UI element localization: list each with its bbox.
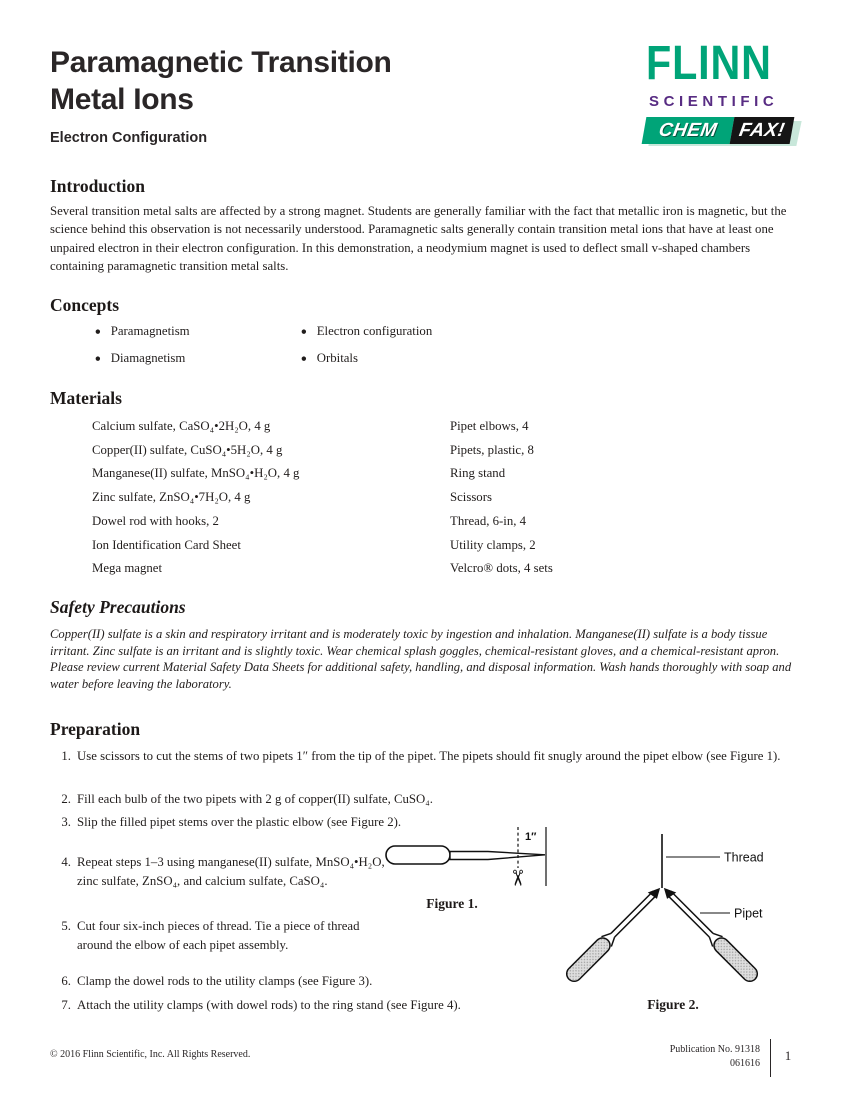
publication-number: Publication No. 91318 [669,1044,760,1055]
pipet-bulb [564,935,613,984]
pipet-stem [450,852,545,860]
step-number: 7. [61,998,71,1012]
concept-item [300,351,358,366]
bullet-icon: ● [94,325,101,337]
step-number: 6. [61,974,71,988]
material-item: Ring stand [450,466,506,481]
page-number: 1 [784,1048,792,1063]
right-pipet [659,883,761,985]
chemfax-chem-label: CHEM [642,117,735,144]
pipet-label: Pipet [734,906,763,921]
concept-label: Electron configuration [316,324,433,338]
material-item: Copper(II) sulfate, CuSO₄•5H₂O, 4 g [92,442,283,457]
page-title-line1: Paramagnetic Transition [50,46,392,79]
step-number: 4. [61,855,71,869]
preparation-step-5 [54,917,377,954]
pipet-bulb [386,846,450,864]
step-text: Fill each bulb of the two pipets with 2 g of copper(II) sulfate, CuSO₄. [77,792,433,806]
left-pipet [564,883,666,985]
chemfax-ribbon [642,117,795,144]
footer-divider [770,1039,771,1077]
concept-item [94,351,185,366]
step-text: Cut four six-inch pieces of thread. Tie a piece of thread around the elbow of each pipet assembly. [77,919,360,952]
materials-heading: Materials [50,388,122,408]
step-text: Slip the filled pipet stems over the plastic elbow (see Figure 2). [77,815,402,829]
material-item: Utility clamps, 2 [450,537,536,552]
materials-column-right [450,415,553,581]
concepts-heading: Concepts [50,295,120,315]
preparation-step-2 [54,790,822,809]
bullet-icon: ● [300,325,307,337]
page-title-line2: Metal Ions [50,83,194,116]
page-title [50,44,392,118]
step-number: 1. [61,749,71,763]
material-item: Manganese(II) sulfate, MnSO₄•H₂O, 4 g [92,466,300,481]
figure-1-pipet-diagram [378,822,564,894]
copyright-notice: © 2016 Flinn Scientific, Inc. All Rights Reserved. [50,1049,251,1060]
material-item: Zinc sulfate, ZnSO₄•7H₂O, 4 g [92,490,251,505]
step-number: 3. [61,815,71,829]
step-text: Use scissors to cut the stems of two pipets 1″ from the tip of the pipet. The pipets should fit snugly around the pipet elbow (see Figure 1). [77,749,781,763]
material-item: Ion Identification Card Sheet [92,537,241,552]
material-item: Dowel rod with hooks, 2 [92,513,219,528]
publication-date-code: 061616 [730,1057,760,1069]
safety-body: Copper(II) sulfate is a skin and respiratory irritant and is moderately toxic by ingestion and inhalation. Manganese(II) sulfate is a body tissue irritant. Zinc sulfate is an irritant and is slightly toxic. Wear chemical splash goggles, chemical-resistant gloves, and a chemical-resistant apron. Please review current Material Safety Data Sheets for additional safety, handling, and disposal information. Wash hands thoroughly with soap and water before leaving the laboratory. [50,627,792,691]
flinn-logo: FLINN [646,37,772,90]
preparation-heading: Preparation [50,719,141,739]
preparation-step-4 [54,853,407,890]
figure-2-assembly-diagram [548,818,828,996]
safety-heading: Safety Precautions [50,597,186,617]
step-text: Repeat steps 1–3 using manganese(II) sulfate, MnSO₄•H₂O, zinc sulfate, ZnSO₄, and calcium sulfate, CaSO₄. [77,855,385,888]
publication-info [558,1043,760,1070]
concept-label: Orbitals [316,351,358,365]
step-text: Clamp the dowel rods to the utility clamps (see Figure 3). [77,974,373,988]
material-item: Pipets, plastic, 8 [450,442,534,457]
chemfax-fax-label: FAX! [730,117,795,144]
material-item: Calcium sulfate, CaSO₄•2H₂O, 4 g [92,419,271,433]
material-item: Velcro® dots, 4 sets [450,561,553,576]
bullet-icon: ● [94,352,101,364]
page-subtitle: Electron Configuration [50,130,208,146]
concept-item [94,324,190,339]
pipet-bulb [711,935,760,984]
preparation-step-3 [54,813,407,832]
material-item: Pipet elbows, 4 [450,419,529,433]
concept-label: Diamagnetism [110,351,186,365]
flinn-logo-scientific: SCIENTIFIC [649,93,779,110]
bullet-icon: ● [300,352,307,364]
material-item: Thread, 6-in, 4 [450,513,527,528]
chemfax-badge [644,117,798,145]
step-number: 2. [61,792,71,806]
introduction-heading: Introduction [50,176,145,196]
scissors-icon: ✂ [505,868,530,888]
one-inch-label: 1″ [525,831,537,843]
thread-label: Thread [724,850,764,865]
concept-item [300,324,432,339]
figure-2-caption: Figure 2. [647,997,699,1012]
concept-label: Paramagnetism [110,324,190,338]
introduction-body: Several transition metal salts are affected by a strong magnet. Students are generally familiar with the fact that metallic iron is magnetic, but the science behind this observation is not necessarily understood. Paramagnetic salts generally contain transition metal ions that have at least one unpaired electron in their electron configuration. In this demonstration, a neodymium magnet is used to deflect small v-shaped chambers containing paramagnetic transition metal salts. [50,204,787,274]
step-number: 5. [61,919,71,933]
figure-1-caption: Figure 1. [426,896,478,911]
step-text: Attach the utility clamps (with dowel rods) to the ring stand (see Figure 4). [77,998,461,1012]
material-item: Mega magnet [92,561,163,576]
material-item: Scissors [450,490,492,505]
materials-column-left [92,415,299,581]
preparation-step-1 [54,747,822,766]
